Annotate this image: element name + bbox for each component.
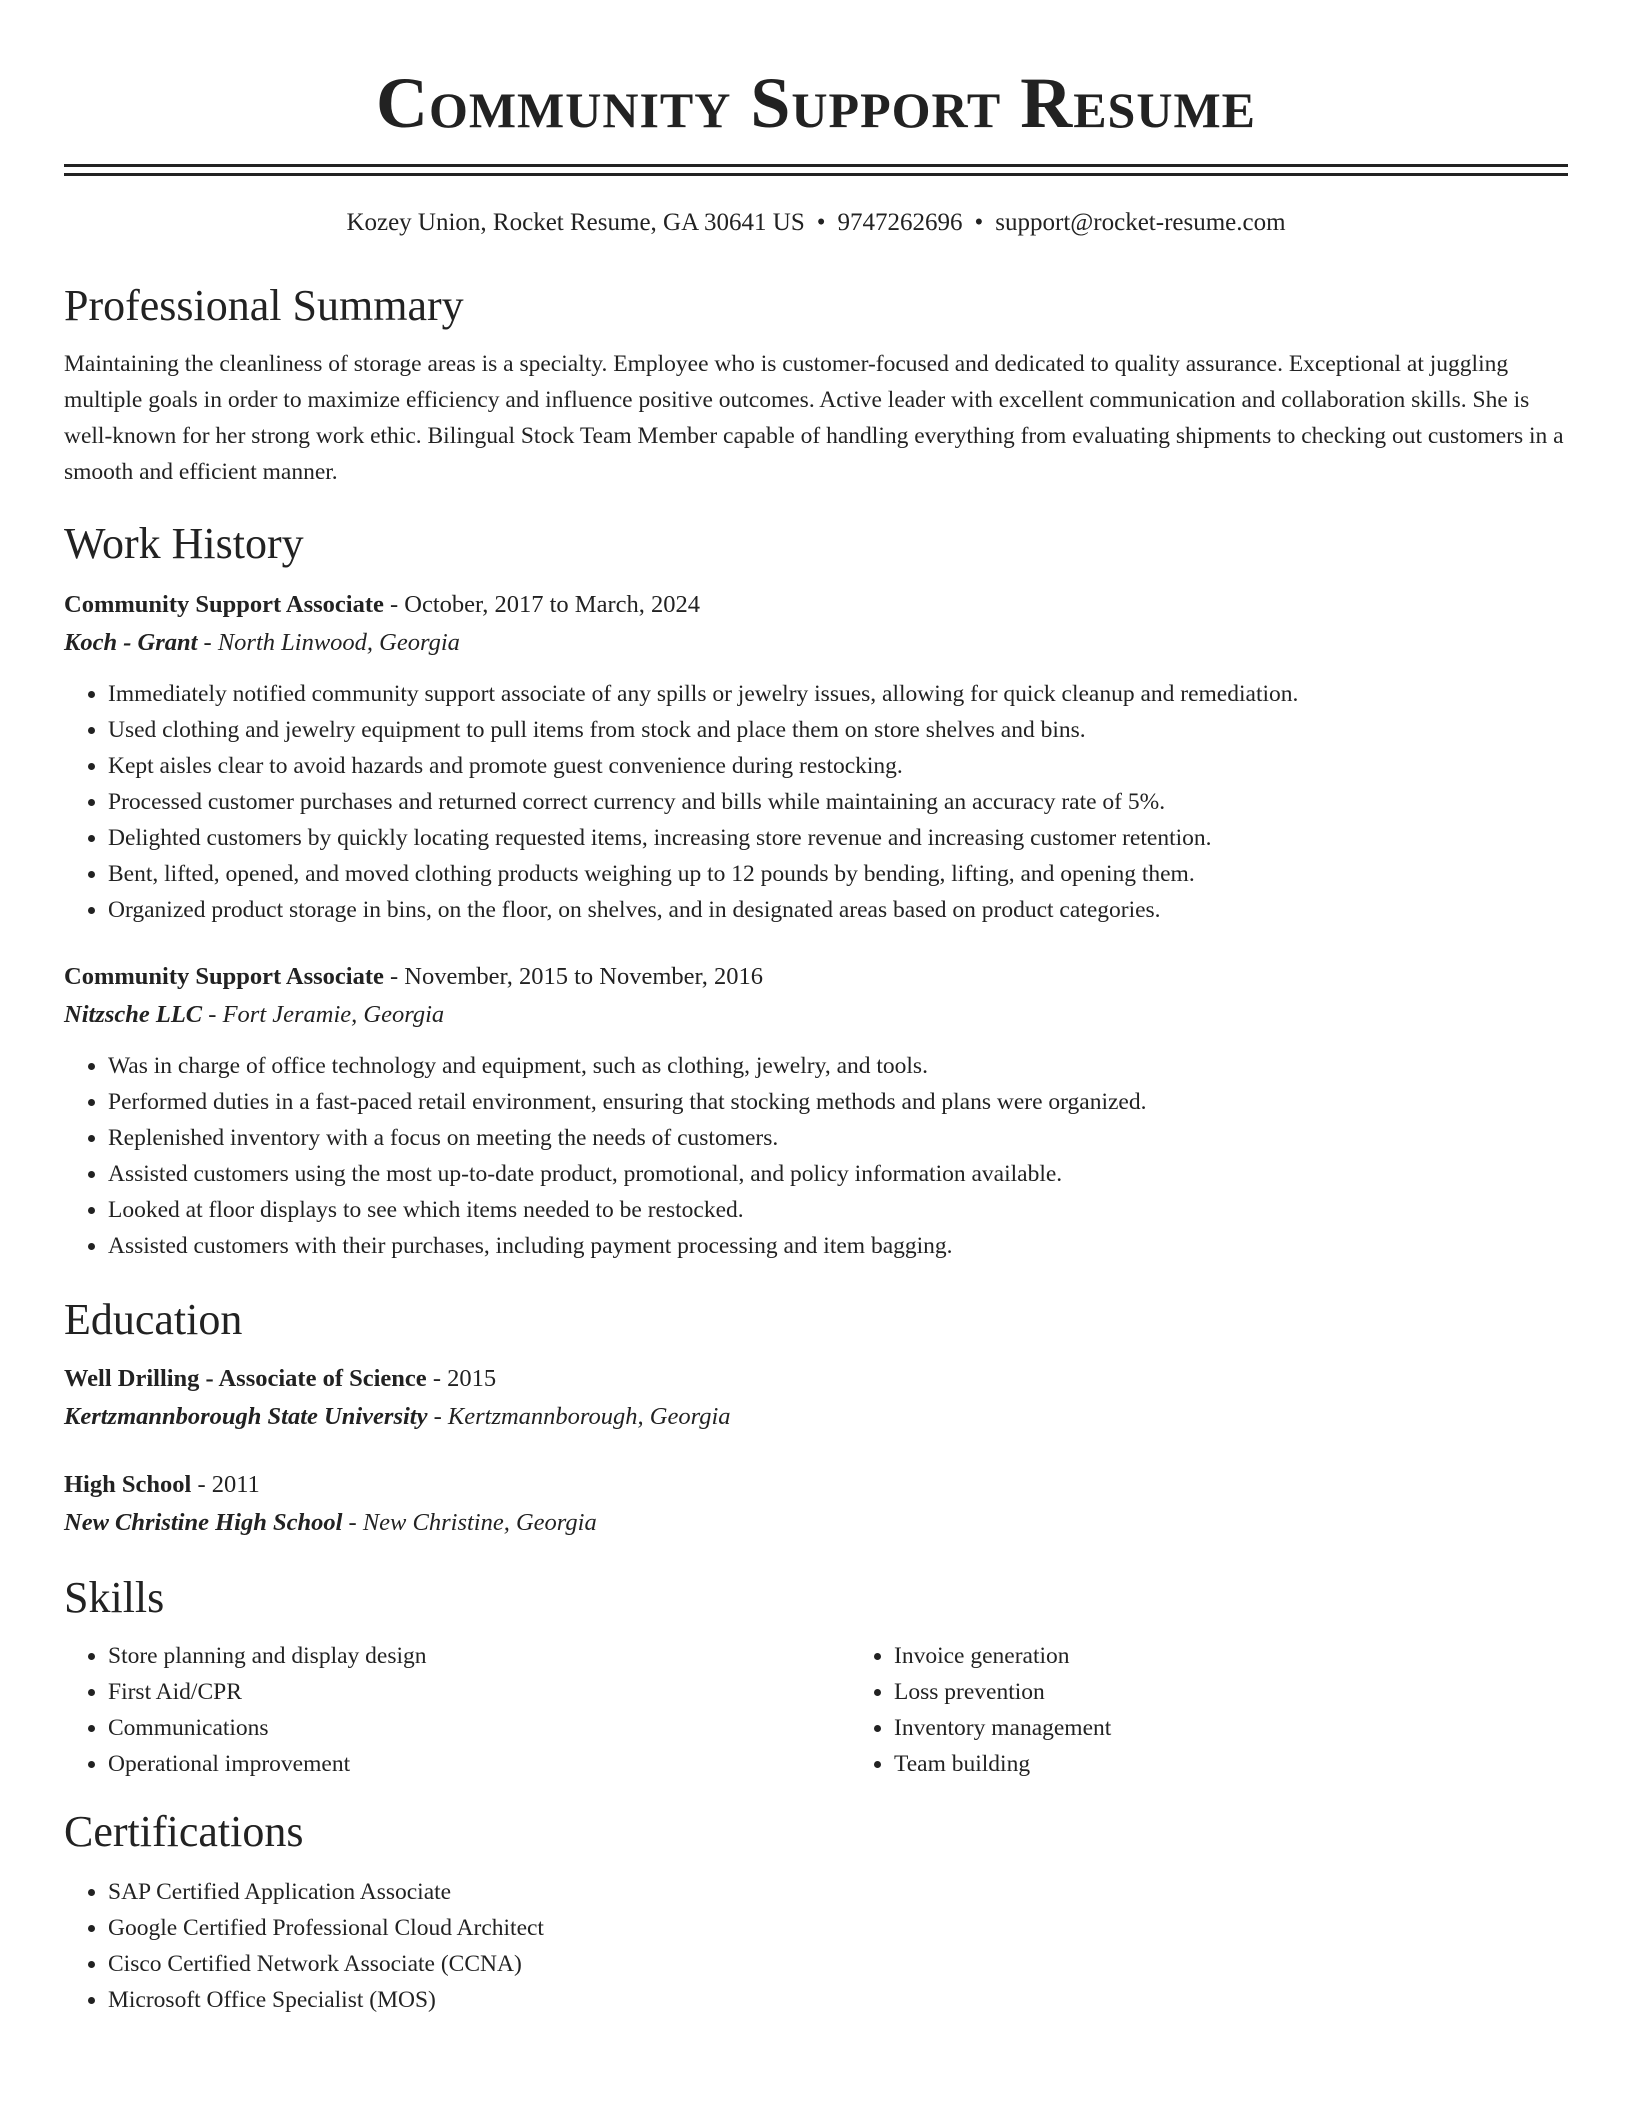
list-item: • Was in charge of office technology and equipment, such as clothing, jewelry, and tools.	[108, 1048, 1568, 1084]
job-company-line	[64, 624, 1568, 662]
degree: Well Drilling - Associate of Science	[64, 1365, 427, 1392]
certification-item: • Cisco Certified Network Associate (CCNA)	[108, 1946, 1568, 1982]
skills-heading: Skills	[64, 1573, 165, 1622]
contact-separator: •	[974, 209, 984, 236]
contact-address: Kozey Union, Rocket Resume, GA 30641 US	[346, 209, 805, 236]
contact-separator: •	[816, 209, 826, 236]
list-item: • Organized product storage in bins, on the floor, on shelves, and in designated areas based on product categories.	[108, 892, 1568, 928]
school-location: - Kertzmannborough, Georgia	[427, 1403, 731, 1430]
skill-item: • Inventory management	[894, 1710, 1632, 1746]
job-entry	[64, 958, 1568, 1264]
job-bullets	[64, 676, 1568, 928]
list-item: • Delighted customers by quickly locating requested items, increasing store revenue and increasing customer retention.	[108, 820, 1568, 856]
education-heading: Education	[64, 1295, 243, 1344]
degree: High School	[64, 1471, 192, 1498]
list-item: • Immediately notified community support associate of any spills or jewelry issues, allowing for quick cleanup and remediation.	[108, 676, 1568, 712]
school-line	[64, 1398, 1568, 1436]
job-bullets	[64, 1048, 1568, 1264]
summary-text: Maintaining the cleanliness of storage areas is a specialty. Employee who is customer-focused and dedicated to quality assurance. Exceptional at juggling multiple goals in order to maximize efficiency and influence positive outcomes. Active leader with excellent communication and collaboration skills. She is well-known for her strong work ethic. Bilingual Stock Team Member capable of handling everything from evaluating shipments to checking out customers in a smooth and efficient manner.	[64, 351, 1564, 485]
school-name: Kertzmannborough State University	[64, 1403, 428, 1430]
skill-item: • Communications	[108, 1710, 850, 1746]
list-item: • Used clothing and jewelry equipment to pull items from stock and place them on store shelves and bins.	[108, 712, 1568, 748]
title-rule-top	[64, 164, 1568, 167]
list-item: • Performed duties in a fast-paced retail environment, ensuring that stocking methods and plans were organized.	[108, 1084, 1568, 1120]
education-entry	[64, 1360, 1568, 1436]
degree-year: - 2011	[191, 1471, 260, 1498]
job-dates: - October, 2017 to March, 2024	[383, 591, 700, 618]
job-dates: - November, 2015 to November, 2016	[383, 963, 763, 990]
job-location: - Fort Jeramie, Georgia	[202, 1001, 445, 1028]
degree-line	[64, 1466, 1568, 1504]
job-company-line	[64, 996, 1568, 1034]
job-company: Nitzsche LLC	[64, 1001, 203, 1028]
degree-year: - 2015	[426, 1365, 497, 1392]
skill-item: • Operational improvement	[108, 1746, 850, 1782]
certification-item: • Google Certified Professional Cloud Architect	[108, 1910, 1568, 1946]
list-item: • Processed customer purchases and returned correct currency and bills while maintaining an accuracy rate of 5%.	[108, 784, 1568, 820]
skill-item: • Loss prevention	[894, 1674, 1632, 1710]
degree-line	[64, 1360, 1568, 1398]
job-location: - North Linwood, Georgia	[197, 629, 460, 656]
job-title-line	[64, 586, 1568, 624]
list-item: • Assisted customers with their purchases, including payment processing and item bagging.	[108, 1228, 1568, 1264]
list-item: • Replenished inventory with a focus on meeting the needs of customers.	[108, 1120, 1568, 1156]
work-history-heading: Work History	[64, 519, 304, 568]
job-title: Community Support Associate	[64, 963, 384, 990]
certifications-heading: Certifications	[64, 1807, 304, 1856]
list-item: • Kept aisles clear to avoid hazards and promote guest convenience during restocking.	[108, 748, 1568, 784]
skill-item: • First Aid/CPR	[108, 1674, 850, 1710]
certification-item: • Microsoft Office Specialist (MOS)	[108, 1982, 1568, 2018]
list-item: • Looked at floor displays to see which items needed to be restocked.	[108, 1192, 1568, 1228]
skills-column-left	[64, 1638, 850, 1782]
school-name: New Christine High School	[64, 1509, 343, 1536]
title-rule-bottom	[64, 173, 1568, 176]
school-location: - New Christine, Georgia	[342, 1509, 597, 1536]
certification-item: • SAP Certified Application Associate	[108, 1874, 1568, 1910]
list-item: • Bent, lifted, opened, and moved clothing products weighing up to 12 pounds by bending, lifting, and opening them.	[108, 856, 1568, 892]
skill-item: • Store planning and display design	[108, 1638, 850, 1674]
skill-item: • Team building	[894, 1746, 1632, 1782]
job-title: Community Support Associate	[64, 591, 384, 618]
resume-title: Community Support Resume	[375, 63, 1257, 143]
job-entry	[64, 586, 1568, 928]
list-item: • Assisted customers using the most up-to-date product, promotional, and policy information available.	[108, 1156, 1568, 1192]
school-line	[64, 1504, 1568, 1542]
contact-line	[64, 206, 1568, 240]
certifications-list	[64, 1874, 1568, 2018]
contact-email: support@rocket-resume.com	[995, 209, 1286, 236]
job-title-line	[64, 958, 1568, 996]
education-entry	[64, 1466, 1568, 1542]
summary-heading: Professional Summary	[64, 281, 464, 330]
skills-list	[64, 1638, 1568, 1782]
skills-column-right	[850, 1638, 1632, 1782]
job-company: Koch - Grant	[64, 629, 198, 656]
contact-phone: 9747262696	[837, 209, 963, 236]
skill-item: • Invoice generation	[894, 1638, 1632, 1674]
